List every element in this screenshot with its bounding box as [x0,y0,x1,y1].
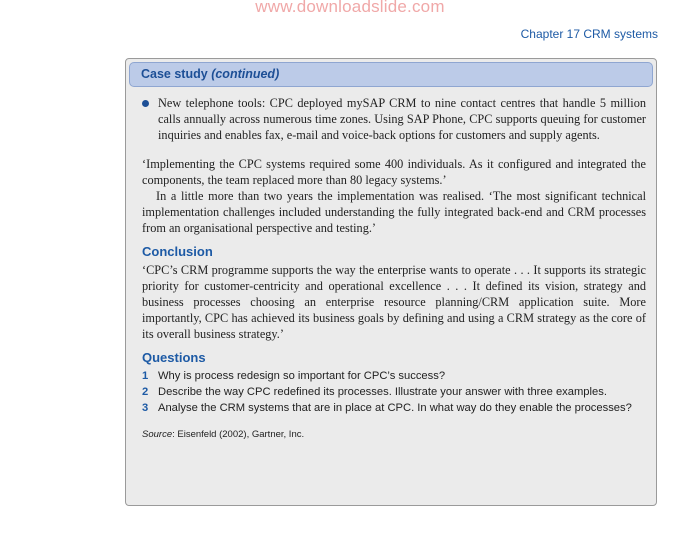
conclusion-heading: Conclusion [142,244,213,259]
questions-heading: Questions [142,350,206,365]
question-number: 2 [142,386,149,398]
watermark: www.downloadslide.com [255,0,445,16]
question-text: Why is process redesign so important for CPC’s success? [158,370,446,382]
case-study-content [142,95,646,443]
questions-list [142,368,646,416]
case-study-header [129,62,653,87]
running-head: Chapter 17 CRM systems [520,27,658,41]
bullet-item [142,95,646,143]
question-item [142,384,646,400]
paragraph-implementation: ‘Implementing the CPC systems required some 400 individuals. As it configured and integrated the components, the team replaced more than 80 legacy systems.’ [142,157,646,187]
question-number: 1 [142,370,149,382]
question-number: 3 [142,402,149,414]
case-study-title-text: Case study [141,67,208,81]
case-study-title-suffix: (continued) [211,67,280,81]
conclusion-paragraph: ‘CPC’s CRM programme supports the way the enterprise wants to operate . . . It supports its strategic priority for customer-centricity and operational excellence . . . It defined its vision, strategy and business processes choosing an enterprise resource planning/CRM application suite. More importantly, CPC has achieved its business goals by defining and using a CRM strategy as the core of its overall business strategy.’ [142,263,646,341]
paragraph-realised: In a little more than two years the implementation was realised. ‘The most significant technical implementation challenges included understanding the fully integrated back-end and CRM processes from an organisational perspective and testing.’ [142,189,646,235]
source-text: : Eisenfeld (2002), Gartner, Inc. [172,429,305,440]
question-item [142,368,646,384]
source-label: Source [142,429,173,440]
source-citation [142,427,646,443]
bullet-text: New telephone tools: CPC deployed mySAP CRM to nine contact centres that handle 5 million calls annually across numerous time zones. Using SAP Phone, CPC supports queuing for customer inquiries and enables fax, e-mail and voice-back options for customers and supply agents. [158,96,646,142]
question-text: Describe the way CPC redefined its processes. Illustrate your answer with three examples. [158,386,607,398]
question-text: Analyse the CRM systems that are in place at CPC. In what way do they enable the processes? [158,402,632,414]
question-item [142,400,646,416]
case-study-box [125,58,657,506]
case-study-title [141,67,279,81]
bullet-dot-icon [142,100,149,107]
